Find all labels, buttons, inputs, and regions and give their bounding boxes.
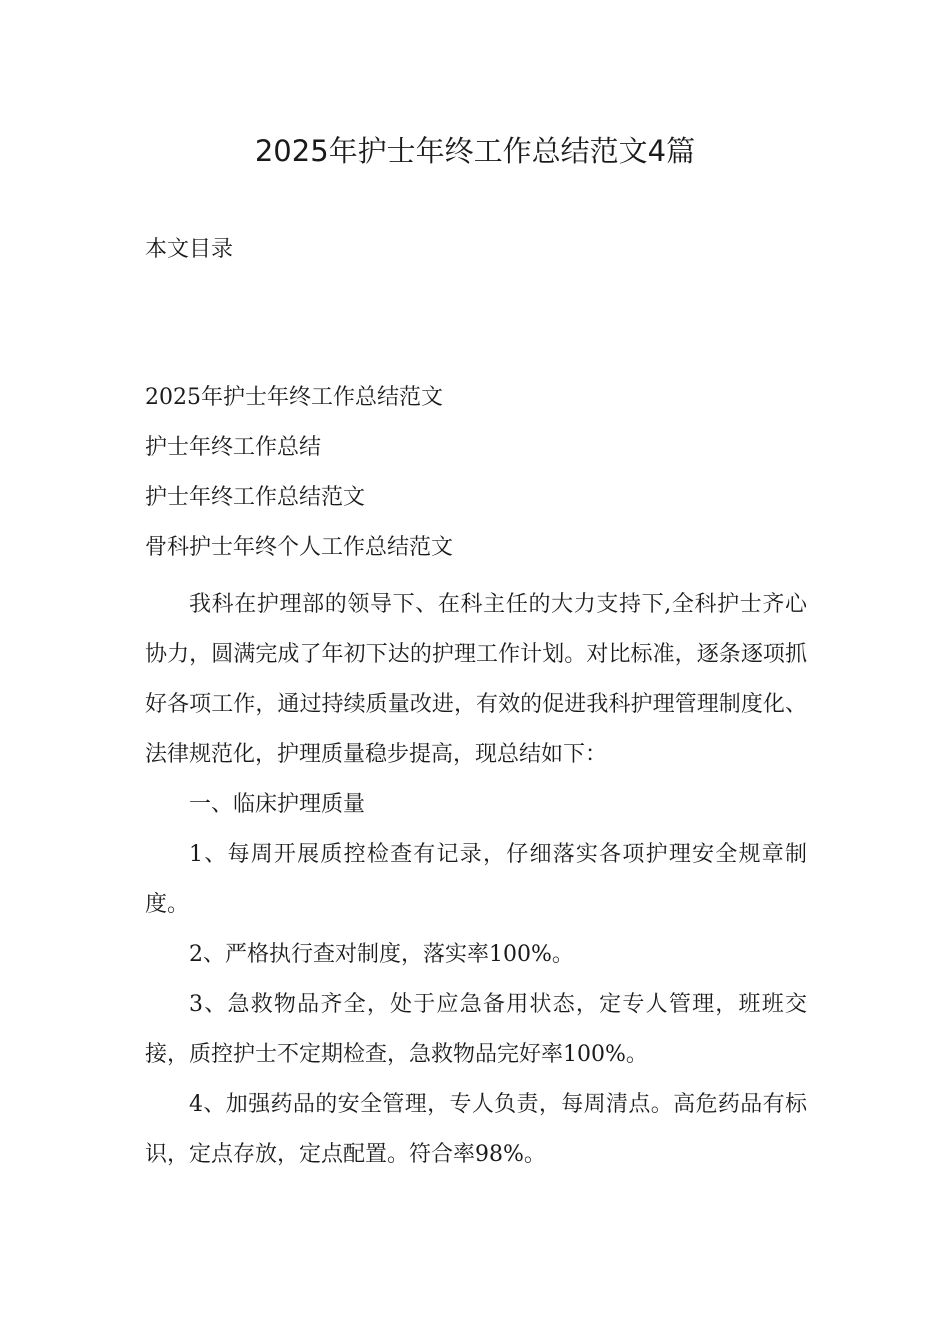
document-body xyxy=(145,580,807,1180)
toc-item: 护士年终工作总结 xyxy=(145,435,322,460)
list-item-paragraph: 3、急救物品齐全，处于应急备用状态，定专人管理，班班交接，质控护士不定期检查，急救物品完好率100%。 xyxy=(145,992,807,1067)
list-item-paragraph: 1、每周开展质控检查有记录，仔细落实各项护理安全规章制度。 xyxy=(145,842,807,917)
toc-item: 2025年护士年终工作总结范文 xyxy=(145,385,443,410)
toc-item: 骨科护士年终个人工作总结范文 xyxy=(145,535,454,560)
list-item-paragraph: 2、严格执行查对制度，落实率100%。 xyxy=(189,942,574,967)
document-title: 2025年护士年终工作总结范文4篇 xyxy=(254,134,696,168)
list-item-paragraph: 4、加强药品的安全管理，专人负责，每周清点。高危药品有标识，定点存放，定点配置。符合率98%。 xyxy=(145,1092,807,1167)
toc-heading: 本文目录 xyxy=(145,237,234,262)
toc-item: 护士年终工作总结范文 xyxy=(145,485,366,510)
table-of-contents xyxy=(145,380,453,580)
intro-paragraph: 我科在护理部的领导下、在科主任的大力支持下,全科护士齐心协力，圆满完成了年初下达的护理工作计划。对比标准，逐条逐项抓好各项工作，通过持续质量改进，有效的促进我科护理管理制度化、法律规范化，护理质量稳步提高，现总结如下： xyxy=(145,592,807,767)
section-heading: 一、临床护理质量 xyxy=(189,792,366,817)
